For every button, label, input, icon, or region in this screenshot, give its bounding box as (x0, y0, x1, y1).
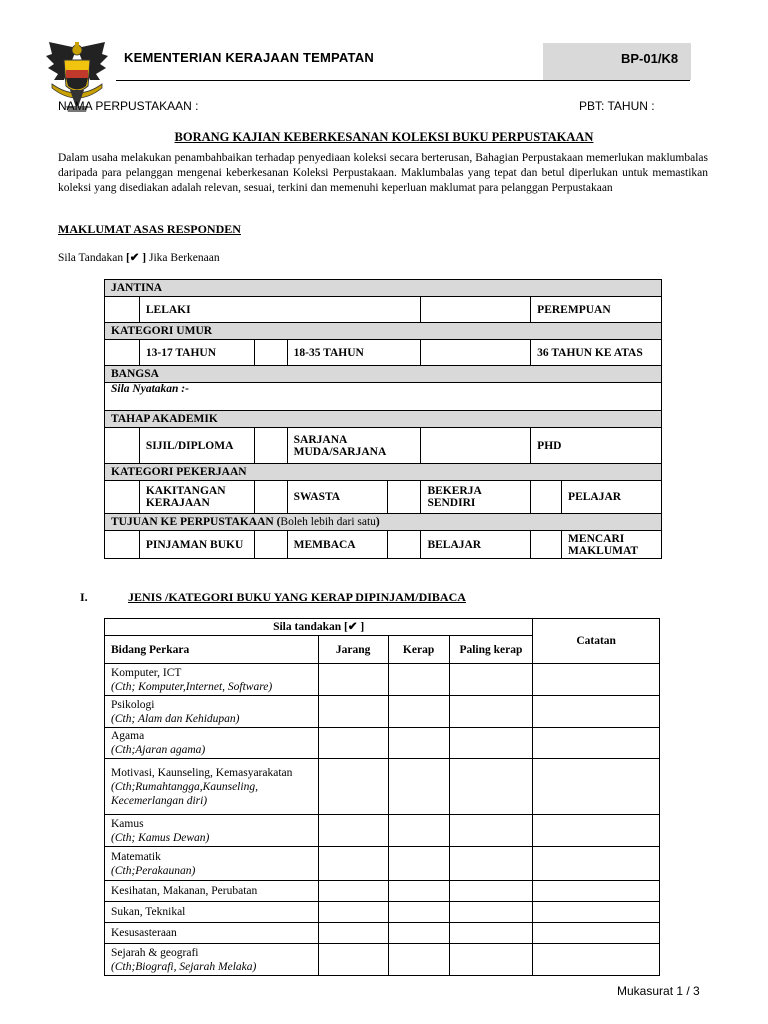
field-example: (Cth;Rumahtangga,Kaunseling, Kecemerlangan diri) (111, 780, 258, 807)
age-36-plus-label: 36 TAHUN KE ATAS (531, 340, 662, 366)
education-header: TAHAP AKADEMIK (105, 411, 662, 428)
age-18-35-checkbox[interactable] (254, 340, 287, 366)
section-one-title: JENIS /KATEGORI BUKU YANG KERAP DIPINJAM/DIBACA (128, 590, 466, 604)
most-often-checkbox[interactable] (449, 923, 533, 944)
table-row (105, 847, 660, 881)
purpose-info-label: MENCARI MAKLUMAT (562, 531, 662, 559)
respondent-table (104, 279, 662, 559)
often-checkbox[interactable] (388, 923, 449, 944)
education-phd-checkbox[interactable] (421, 428, 531, 464)
often-column-header: Kerap (388, 636, 449, 664)
most-often-checkbox[interactable] (449, 759, 533, 815)
header-rule (116, 80, 690, 81)
table-row (105, 728, 660, 759)
field-example: (Cth;Ajaran agama) (111, 744, 206, 756)
field-cell (105, 881, 319, 902)
rarely-checkbox[interactable] (318, 881, 388, 902)
occupation-private-checkbox[interactable] (254, 481, 287, 514)
book-category-rows (105, 664, 660, 976)
purpose-info-checkbox[interactable] (531, 531, 562, 559)
most-often-checkbox[interactable] (449, 881, 533, 902)
library-name-label: NAMA PERPUSTAKAAN : (58, 99, 199, 113)
table-row (105, 923, 660, 944)
rarely-checkbox[interactable] (318, 664, 388, 696)
rarely-checkbox[interactable] (318, 728, 388, 759)
often-checkbox[interactable] (388, 902, 449, 923)
notes-input[interactable] (533, 944, 660, 976)
field-cell (105, 944, 319, 976)
field-example: (Cth;Biografi, Sejarah Melaka) (111, 960, 257, 973)
age-36-plus-checkbox[interactable] (421, 340, 531, 366)
tick-instruction-pre: Sila Tandakan (58, 252, 126, 264)
rarely-checkbox[interactable] (318, 847, 388, 881)
tick-header: Sila tandakan [✔ ] (105, 619, 533, 636)
table-row (105, 881, 660, 902)
rarely-checkbox[interactable] (318, 759, 388, 815)
most-often-column-header: Paling kerap (449, 636, 533, 664)
field-cell (105, 847, 319, 881)
purpose-header-end: ) (375, 516, 380, 528)
purpose-study-checkbox[interactable] (387, 531, 421, 559)
often-checkbox[interactable] (388, 759, 449, 815)
occupation-self-employed-label: BEKERJA SENDIRI (421, 481, 531, 514)
education-diploma-checkbox[interactable] (105, 428, 140, 464)
rarely-checkbox[interactable] (318, 696, 388, 728)
field-cell (105, 923, 319, 944)
notes-input[interactable] (533, 881, 660, 902)
most-often-checkbox[interactable] (449, 847, 533, 881)
book-category-table (104, 618, 660, 976)
respondent-heading: MAKLUMAT ASAS RESPONDEN (58, 222, 241, 236)
field-cell (105, 815, 319, 847)
pbt-year-label: PBT: TAHUN : (579, 99, 655, 113)
most-often-checkbox[interactable] (449, 902, 533, 923)
table-row (105, 759, 660, 815)
age-18-35-label: 18-35 TAHUN (287, 340, 421, 366)
notes-column-header: Catatan (533, 619, 660, 664)
occupation-student-checkbox[interactable] (531, 481, 562, 514)
most-often-checkbox[interactable] (449, 815, 533, 847)
purpose-header-label: TUJUAN KE PERPUSTAKAAN ( (111, 516, 281, 528)
purpose-header-note: Boleh lebih dari satu (280, 516, 376, 528)
age-13-17-label: 13-17 TAHUN (139, 340, 254, 366)
ministry-name: KEMENTERIAN KERAJAAN TEMPATAN (124, 50, 374, 65)
age-13-17-checkbox[interactable] (105, 340, 140, 366)
field-cell (105, 902, 319, 923)
rarely-checkbox[interactable] (318, 815, 388, 847)
field-column-header: Bidang Perkara (105, 636, 319, 664)
most-often-checkbox[interactable] (449, 728, 533, 759)
rarely-column-header: Jarang (318, 636, 388, 664)
tick-mark: [✔ ] (125, 252, 147, 264)
field-title: Psikologi (111, 698, 155, 711)
gender-header: JANTINA (105, 280, 662, 297)
notes-input[interactable] (533, 728, 660, 759)
education-phd-label: PHD (531, 428, 662, 464)
table-row (105, 902, 660, 923)
field-title: Kesihatan, Makanan, Perubatan (111, 885, 258, 897)
gender-female-checkbox[interactable] (421, 297, 531, 323)
notes-input[interactable] (533, 696, 660, 728)
race-input[interactable]: Sila Nyatakan :- (105, 383, 662, 411)
occupation-government-checkbox[interactable] (105, 481, 140, 514)
intro-paragraph: Dalam usaha melakukan penambahbaikan terhadap penyediaan koleksi secara berterusan, Bahagian Perpustakaan memerlukan maklumbalas daripada para pelanggan mengenai keberkesanan Koleksi Perpustakaan. Maklumbalas yang tepat dan betul diperlukan untuk memastikan koleksi yang disediakan adalah relevan, sesuai, terkini dan memenuhi keperluan maklumat para pelanggan Perpustakaan (58, 152, 708, 194)
field-cell (105, 728, 319, 759)
field-title: Kamus (111, 817, 144, 830)
often-checkbox[interactable] (388, 664, 449, 696)
field-cell (105, 664, 319, 696)
education-degree-label: SARJANA MUDA/SARJANA (287, 428, 421, 464)
occupation-government-label: KAKITANGAN KERAJAAN (139, 481, 254, 514)
occupation-self-employed-checkbox[interactable] (387, 481, 421, 514)
field-cell (105, 759, 319, 815)
tick-instruction (58, 250, 220, 264)
notes-input[interactable] (533, 902, 660, 923)
page-number: Mukasurat 1 / 3 (617, 984, 700, 998)
most-often-checkbox[interactable] (449, 944, 533, 976)
rarely-checkbox[interactable] (318, 923, 388, 944)
often-checkbox[interactable] (388, 815, 449, 847)
field-title: Motivasi, Kaunseling, Kemasyarakatan (111, 766, 293, 779)
education-degree-checkbox[interactable] (254, 428, 287, 464)
notes-input[interactable] (533, 759, 660, 815)
often-checkbox[interactable] (388, 881, 449, 902)
often-checkbox[interactable] (388, 944, 449, 976)
purpose-loan-checkbox[interactable] (105, 531, 140, 559)
age-header: KATEGORI UMUR (105, 323, 662, 340)
occupation-student-label: PELAJAR (562, 481, 662, 514)
race-header: BANGSA (105, 366, 662, 383)
field-title: Komputer, ICT (111, 666, 182, 679)
field-example: (Cth; Alam dan Kehidupan) (111, 712, 240, 725)
field-title: Agama (111, 730, 145, 742)
most-often-checkbox[interactable] (449, 696, 533, 728)
field-cell (105, 696, 319, 728)
field-example: (Cth; Kamus Dewan) (111, 831, 210, 844)
field-title: Sejarah & geografi (111, 946, 199, 959)
tick-instruction-post: Jika Berkenaan (146, 252, 220, 264)
field-title: Matematik (111, 850, 161, 863)
form-title: BORANG KAJIAN KEBERKESANAN KOLEKSI BUKU PERPUSTAKAAN (174, 130, 594, 144)
occupation-private-label: SWASTA (287, 481, 387, 514)
purpose-reading-checkbox[interactable] (254, 531, 287, 559)
gender-male-checkbox[interactable] (105, 297, 140, 323)
often-checkbox[interactable] (388, 728, 449, 759)
table-row (105, 664, 660, 696)
notes-input[interactable] (533, 815, 660, 847)
education-diploma-label: SIJIL/DIPLOMA (139, 428, 254, 464)
form-code: BP-01/K8 (621, 51, 679, 66)
section-one-number: I. (80, 590, 88, 604)
table-row (105, 815, 660, 847)
field-title: Kesusasteraan (111, 927, 177, 939)
notes-input[interactable] (533, 923, 660, 944)
table-row (105, 696, 660, 728)
field-example: (Cth; Komputer,Internet, Software) (111, 680, 273, 693)
most-often-checkbox[interactable] (449, 664, 533, 696)
occupation-header: KATEGORI PEKERJAAN (105, 464, 662, 481)
notes-input[interactable] (533, 847, 660, 881)
purpose-header (105, 514, 662, 531)
notes-input[interactable] (533, 664, 660, 696)
field-example: (Cth;Perakaunan) (111, 864, 196, 877)
often-checkbox[interactable] (388, 847, 449, 881)
purpose-study-label: BELAJAR (421, 531, 531, 559)
gender-male-label: LELAKI (139, 297, 421, 323)
gender-female-label: PEREMPUAN (531, 297, 662, 323)
often-checkbox[interactable] (388, 696, 449, 728)
table-row (105, 944, 660, 976)
purpose-reading-label: MEMBACA (287, 531, 387, 559)
rarely-checkbox[interactable] (318, 902, 388, 923)
rarely-checkbox[interactable] (318, 944, 388, 976)
field-title: Sukan, Teknikal (111, 906, 186, 918)
purpose-loan-label: PINJAMAN BUKU (139, 531, 254, 559)
